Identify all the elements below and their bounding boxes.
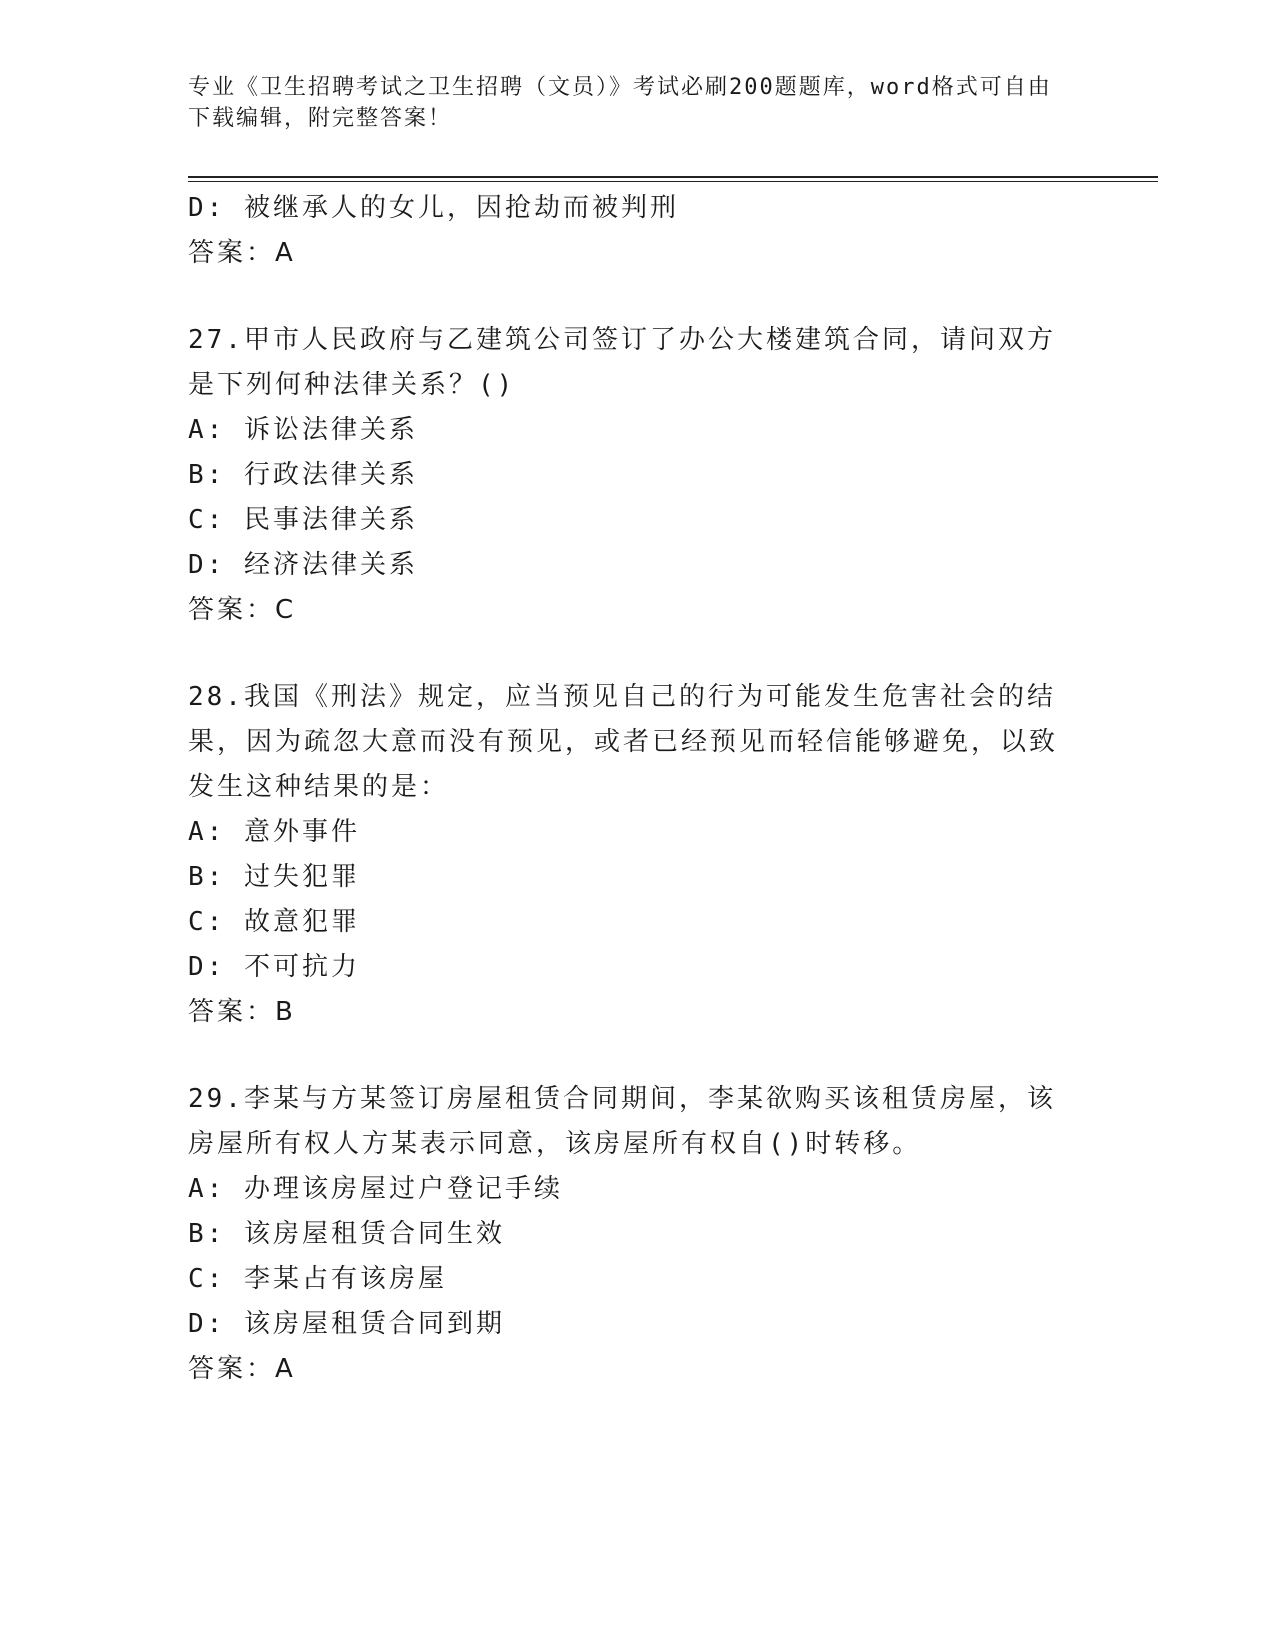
question-stem: 27.甲市人民政府与乙建筑公司签订了办公大楼建筑合同，请问双方是下列何种法律关系？() <box>188 325 1056 400</box>
option-c: C: 民事法律关系 <box>188 505 418 535</box>
option-a: A: 诉讼法律关系 <box>188 415 418 445</box>
option-d: D: 该房屋租赁合同到期 <box>188 1309 505 1339</box>
answer-line: 答案：A <box>188 238 296 268</box>
question-block-27 <box>188 318 1088 633</box>
option-d: D: 经济法律关系 <box>188 550 418 580</box>
header-divider-thin <box>188 181 1158 182</box>
header-divider-thick <box>188 176 1158 178</box>
option-b: B: 行政法律关系 <box>188 460 418 490</box>
question-block-28 <box>188 675 1088 1035</box>
option-d: D: 被继承人的女儿，因抢劫而被判刑 <box>188 193 679 223</box>
option-c: C: 李某占有该房屋 <box>188 1264 447 1294</box>
option-d: D: 不可抗力 <box>188 952 360 982</box>
option-b: B: 过失犯罪 <box>188 862 360 892</box>
answer-line: 答案：C <box>188 595 297 625</box>
document-body <box>188 186 1088 1392</box>
question-stem: 29.李某与方某签订房屋租赁合同期间，李某欲购买该租赁房屋，该房屋所有权人方某表示同意，该房屋所有权自()时转移。 <box>188 1084 1056 1159</box>
option-a: A: 意外事件 <box>188 817 360 847</box>
question-stem: 28.我国《刑法》规定，应当预见自己的行为可能发生危害社会的结果，因为疏忽大意而没有预见，或者已经预见而轻信能够避免，以致发生这种结果的是： <box>188 682 1059 802</box>
document-header: 专业《卫生招聘考试之卫生招聘（文员）》考试必刷200题题库，word格式可自由下载编辑，附完整答案！ <box>188 75 1052 131</box>
question-block-29 <box>188 1077 1088 1392</box>
question-gap <box>188 276 1088 318</box>
answer-line: 答案：B <box>188 997 296 1027</box>
answer-line: 答案：A <box>188 1354 296 1384</box>
question-gap <box>188 633 1088 675</box>
question-gap <box>188 1035 1088 1077</box>
option-a: A: 办理该房屋过户登记手续 <box>188 1174 563 1204</box>
option-b: B: 该房屋租赁合同生效 <box>188 1219 505 1249</box>
option-c: C: 故意犯罪 <box>188 907 360 937</box>
